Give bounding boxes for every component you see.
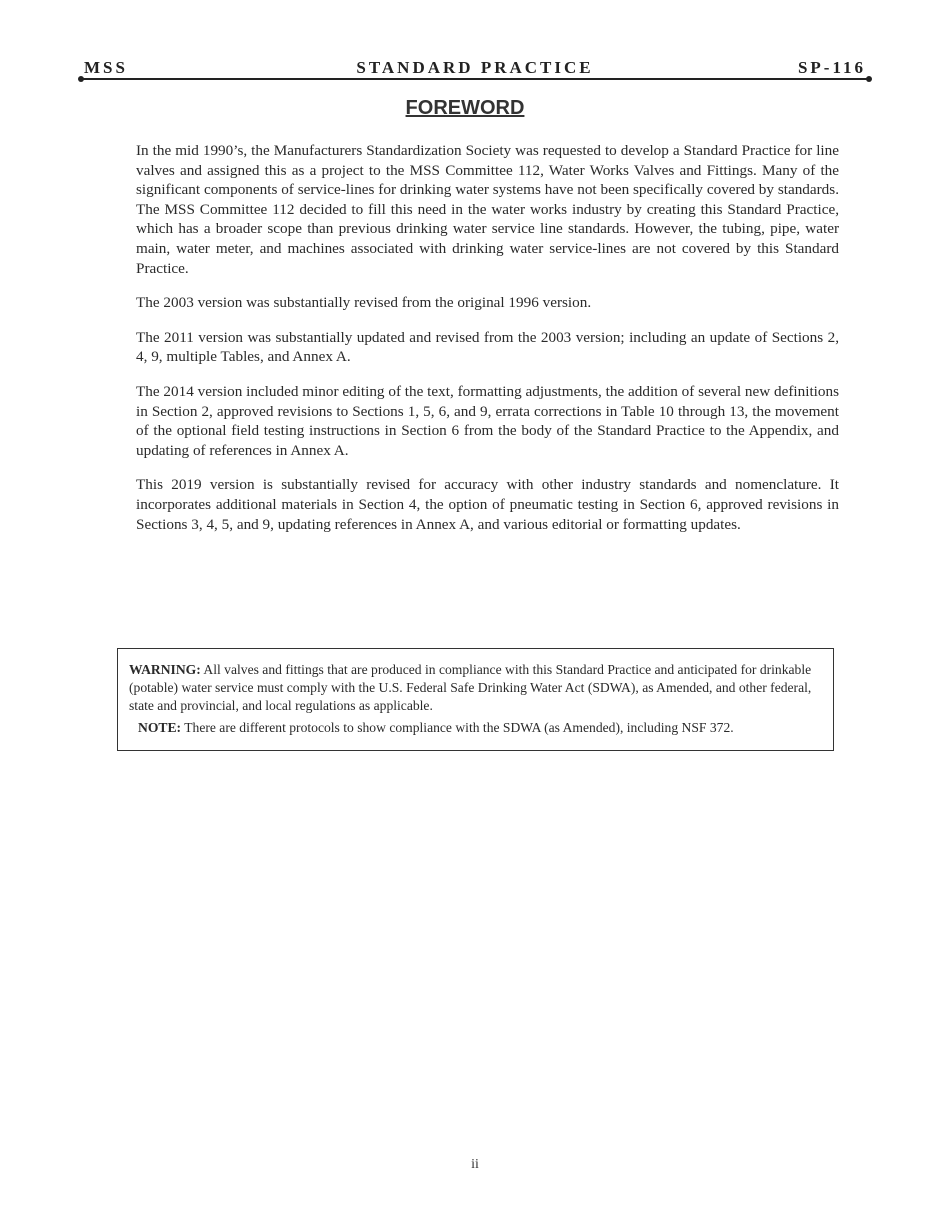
rule-end-dot <box>866 76 872 82</box>
page-number: ii <box>471 1157 479 1172</box>
paragraph: The 2014 version included minor editing of the text, formatting adjustments, the addition of several new definitions in Section 2, approved revisions to Sections 1, 5, 6, and 9, errata corrections in Table 10 through 13, the movement of the optional field testing instructions in Section 6 from the body of the Standard Practice to the Appendix, and updating of references in Annex A. <box>136 382 839 459</box>
warning-paragraph <box>129 661 823 715</box>
header-rule <box>80 78 870 80</box>
page-title: FOREWORD <box>405 97 525 119</box>
page-header <box>80 58 870 78</box>
foreword-body <box>136 141 839 549</box>
note-text: There are different protocols to show compliance with the SDWA (as Amended), including NSF 372. <box>184 720 734 735</box>
note-paragraph <box>129 719 823 737</box>
paragraph: This 2019 version is substantially revised for accuracy with other industry standards and nomenclature. It incorporates additional materials in Section 4, the option of pneumatic testing in Section 6, approved revisions in Sections 3, 4, 5, and 9, updating references in Annex A, and various editorial or formatting updates. <box>136 476 839 533</box>
paragraph: In the mid 1990’s, the Manufacturers Standardization Society was requested to develop a Standard Practice for line valves and assigned this as a project to the MSS Committee 112, Water Works Valves and Fittings. Many of the significant components of service-lines for drinking water systems have not been specifically covered by standards. The MSS Committee 112 decided to fill this need in the water works industry by creating this Standard Practice, which has a broader scope than previous drinking water service line standards. However, the tubing, pipe, water main, water meter, and machines associated with drinking water service-lines are not covered by this Standard Practice. <box>136 142 839 277</box>
note-label: NOTE: <box>138 720 182 735</box>
paragraph: The 2011 version was substantially updated and revised from the 2003 version; including an update of Sections 2, 4, 9, multiple Tables, and Annex A. <box>136 328 839 366</box>
header-doc-id: SP-116 <box>797 58 866 77</box>
header-title: STANDARD PRACTICE <box>356 58 594 77</box>
warning-label: WARNING: <box>129 662 201 677</box>
paragraph: The 2003 version was substantially revised from the original 1996 version. <box>136 294 592 312</box>
warning-text: All valves and fittings that are produced in compliance with this Standard Practice and anticipated for drinkable (potable) water service must comply with the U.S. Federal Safe Drinking Water Act (SDWA), as Amended, and other federal, state and provincial, and local regulations as applicable. <box>129 662 812 713</box>
header-org: MSS <box>84 58 128 77</box>
rule-end-dot <box>78 76 84 82</box>
warning-box <box>117 648 834 751</box>
